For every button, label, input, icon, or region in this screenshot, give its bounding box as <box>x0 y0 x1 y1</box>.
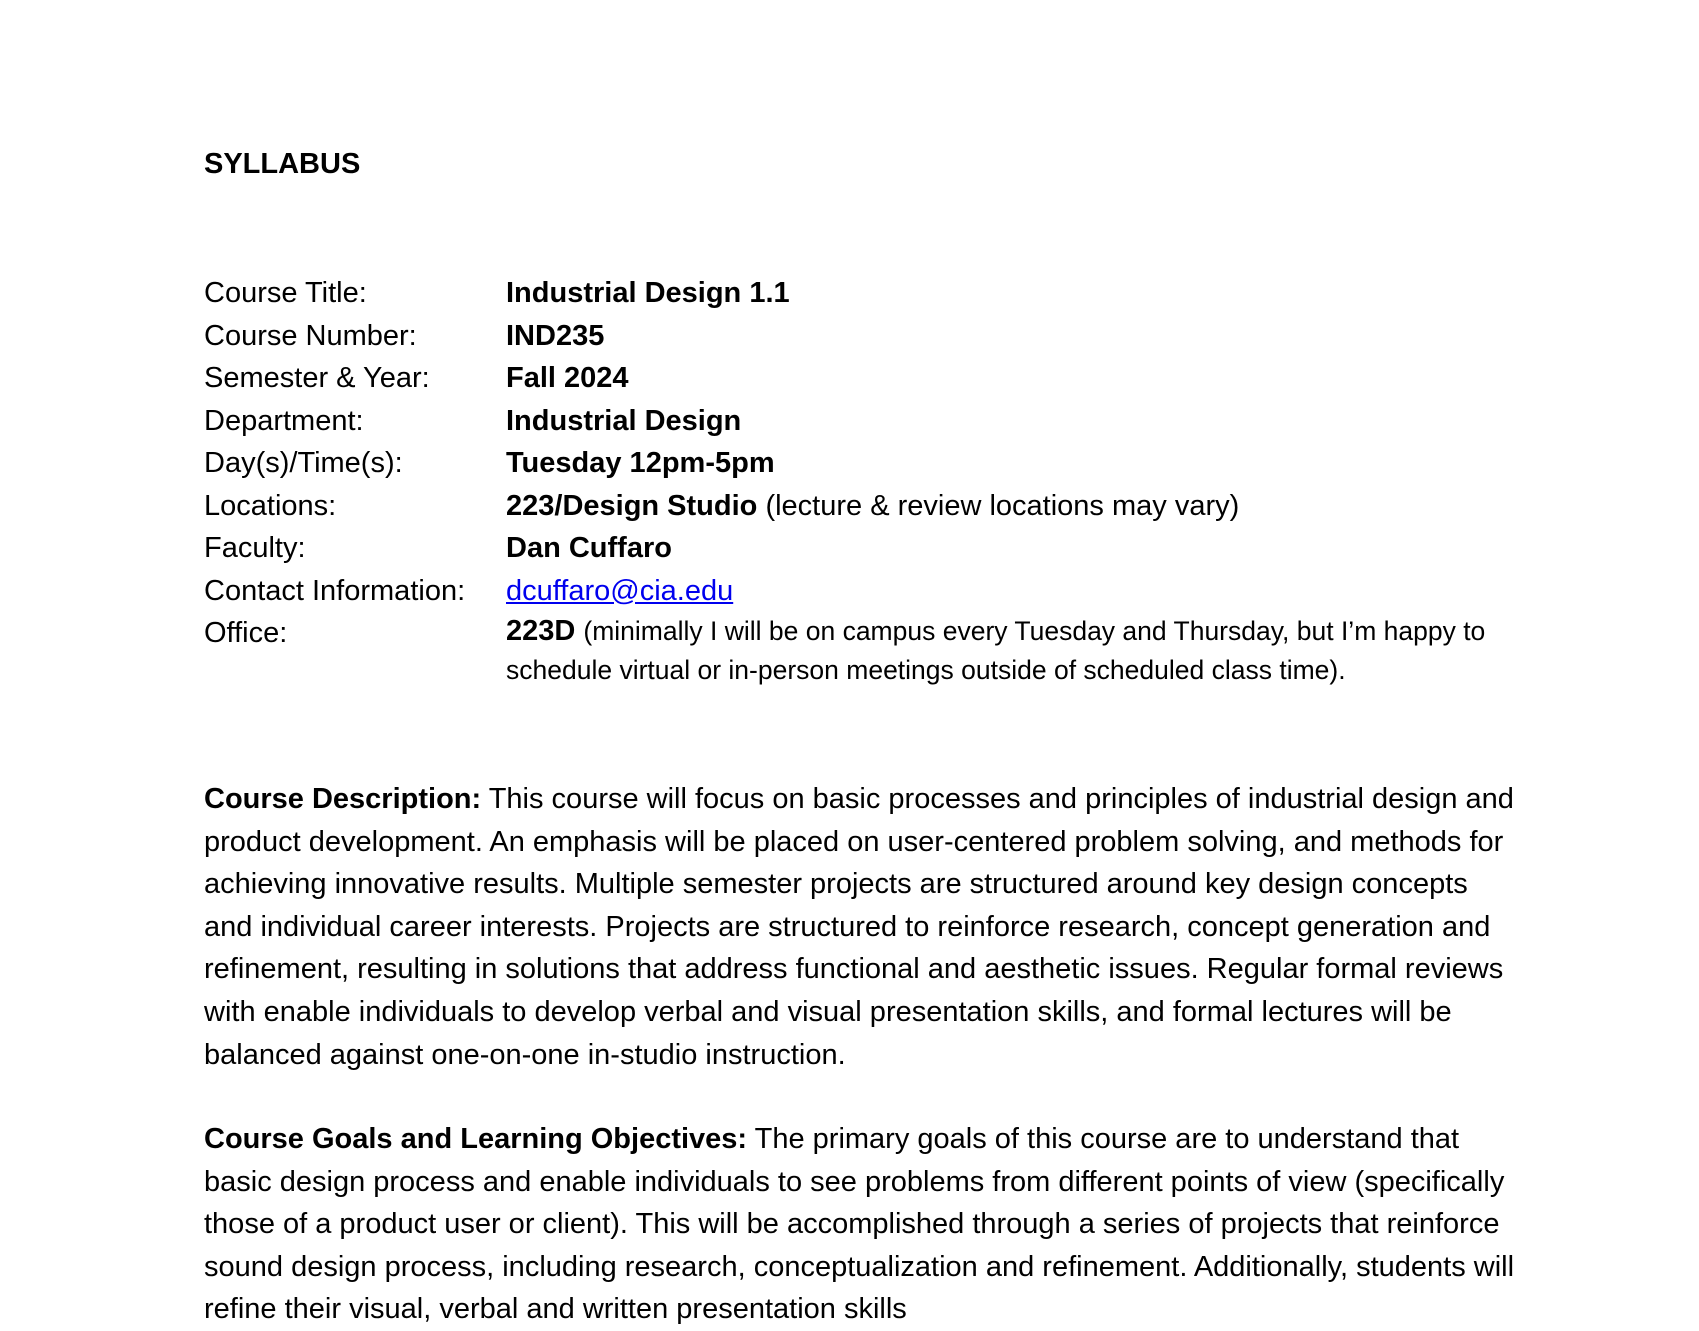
course-description-heading: Course Description: <box>204 783 482 815</box>
office-note: (minimally I will be on campus every Tuesday and Thursday, but I’m happy to schedule virtual or in-person meetings outside of scheduled class time). <box>506 616 1486 685</box>
course-goals-text: The primary goals of this course are to understand that basic design process and enable individuals to see problems from different points of view (specifically those of a product user or client). This will be accomplished through a series of projects that reinforce sound design process, including research, conceptualization and refinement. Additionally, students will refine their visual, verbal and written presentation skills <box>204 1123 1515 1326</box>
days-times-value: Tuesday 12pm-5pm <box>506 447 775 479</box>
department-label: Department: <box>204 404 364 437</box>
course-title-value: Industrial Design 1.1 <box>506 277 790 309</box>
course-info-table <box>204 272 1524 690</box>
info-row-contact <box>204 570 1524 613</box>
contact-label: Contact Information: <box>204 574 466 607</box>
office-label: Office: <box>204 617 288 649</box>
info-row-office <box>204 612 1524 690</box>
days-times-label: Day(s)/Time(s): <box>204 447 403 479</box>
course-goals-paragraph <box>204 1118 1524 1331</box>
faculty-value: Dan Cuffaro <box>506 532 672 564</box>
semester-label: Semester & Year: <box>204 362 430 394</box>
page-title: SYLLABUS <box>204 148 361 180</box>
info-row-course-title <box>204 272 1524 315</box>
course-number-value: IND235 <box>506 319 605 352</box>
locations-value: 223/Design Studio <box>506 489 758 522</box>
locations-note: (lecture & review locations may vary) <box>765 489 1240 522</box>
info-row-faculty <box>204 527 1524 570</box>
info-row-days-times <box>204 442 1524 485</box>
info-row-semester <box>204 357 1524 400</box>
office-value: 223D <box>506 615 576 647</box>
info-row-department <box>204 400 1524 443</box>
course-title-label: Course Title: <box>204 277 367 309</box>
contact-email-link[interactable]: dcuffaro@cia.edu <box>506 574 734 607</box>
course-goals-heading: Course Goals and Learning Objectives: <box>204 1123 748 1155</box>
department-value: Industrial Design <box>506 404 742 437</box>
info-row-course-number <box>204 315 1524 358</box>
course-number-label: Course Number: <box>204 319 417 352</box>
faculty-label: Faculty: <box>204 532 306 564</box>
info-row-locations <box>204 485 1524 528</box>
semester-value: Fall 2024 <box>506 362 629 394</box>
course-description-paragraph <box>204 778 1524 1076</box>
course-description-text: This course will focus on basic processes and principles of industrial design and product development. An emphasis will be placed on user-centered problem solving, and methods for achieving innovative results. Multiple semester projects are structured around key design concepts and individual career interests. Projects are structured to reinforce research, concept generation and refinement, resulting in solutions that address functional and aesthetic issues. Regular formal reviews with enable individuals to develop verbal and visual presentation skills, and formal lectures will be balanced against one-on-one in-studio instruction. <box>204 783 1514 1071</box>
locations-label: Locations: <box>204 489 337 522</box>
